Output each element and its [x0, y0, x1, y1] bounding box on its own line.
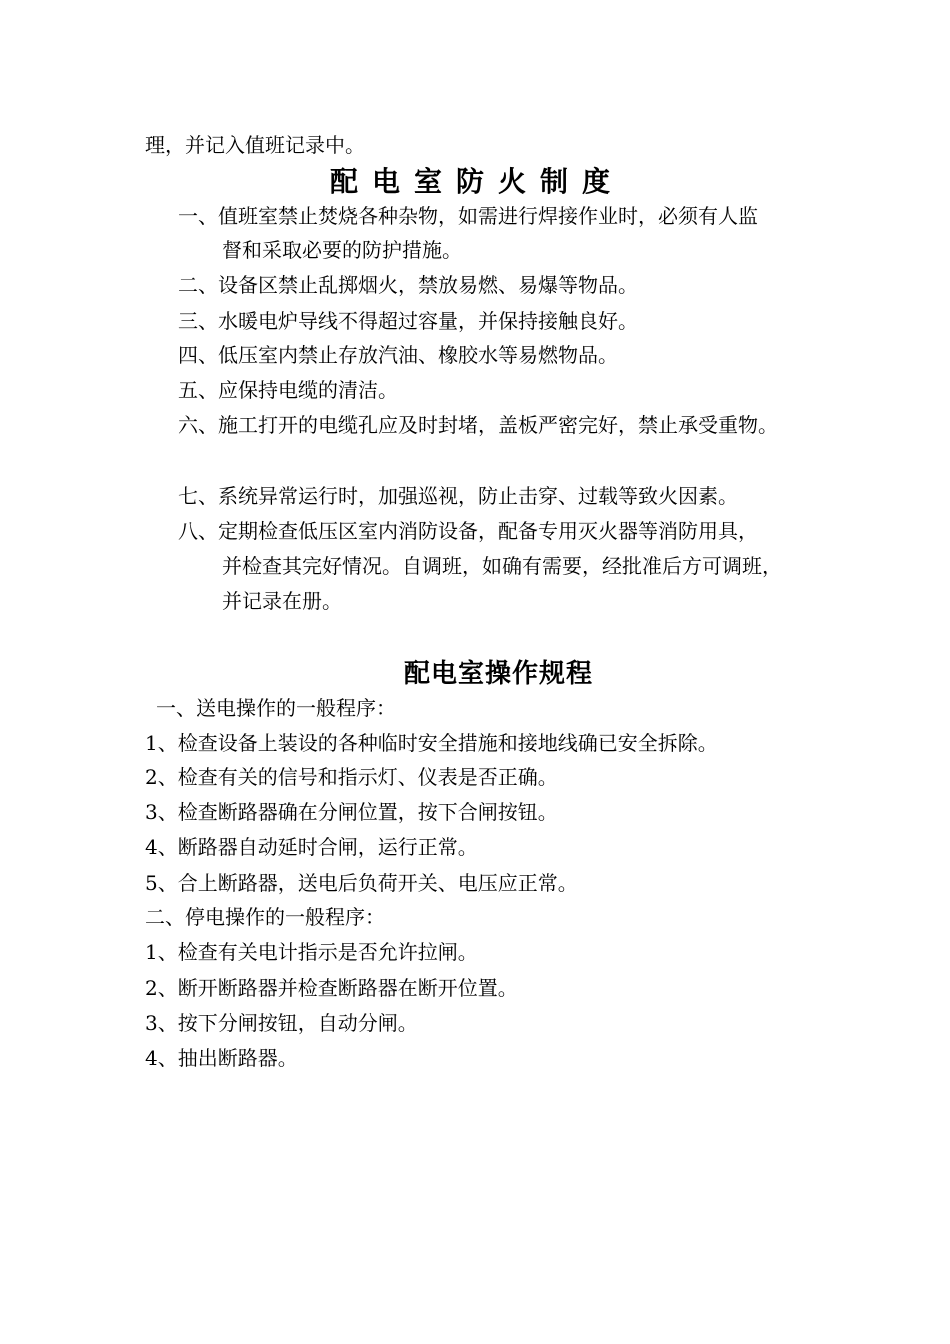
power-off-step-2: 2、断开断路器并检查断路器在断开位置。 — [145, 976, 518, 1000]
power-off-heading: 二、停电操作的一般程序： — [145, 905, 385, 929]
power-on-step-4: 4、断路器自动延时合闸，运行正常。 — [145, 835, 478, 859]
fire-rule-1-continuation: 督和采取必要的防护措施。 — [222, 238, 462, 262]
power-on-step-5: 5、合上断路器，送电后负荷开关、电压应正常。 — [145, 871, 578, 895]
fire-rule-1: 一、值班室禁止焚烧各种杂物，如需进行焊接作业时，必须有人监 — [178, 204, 758, 228]
power-on-heading: 一、送电操作的一般程序： — [156, 696, 396, 720]
fire-rule-8: 八、定期检查低压区室内消防设备，配备专用灭火器等消防用具， — [178, 519, 758, 543]
fire-rule-8-continuation: 并检查其完好情况。自调班，如确有需要，经批准后方可调班， — [222, 554, 782, 578]
fire-rule-5: 五、应保持电缆的清洁。 — [178, 378, 398, 402]
power-off-step-3: 3、按下分闸按钮，自动分闸。 — [145, 1011, 418, 1035]
carryover-line: 理，并记入值班记录中。 — [145, 133, 365, 157]
fire-rule-6: 六、施工打开的电缆孔应及时封堵，盖板严密完好，禁止承受重物。 — [178, 413, 778, 437]
fire-rule-7: 七、系统异常运行时，加强巡视，防止击穿、过载等致火因素。 — [178, 484, 738, 508]
operation-rules-title: 配电室操作规程 — [404, 659, 594, 689]
power-off-step-4: 4、抽出断路器。 — [145, 1046, 298, 1070]
power-on-step-1: 1、检查设备上装设的各种临时安全措施和接地线确已安全拆除。 — [145, 731, 718, 755]
power-on-step-3: 3、检查断路器确在分闸位置，按下合闸按钮。 — [145, 800, 558, 824]
power-off-step-1: 1、检查有关电计指示是否允许拉闸。 — [145, 940, 478, 964]
fire-rule-8-continuation: 并记录在册。 — [222, 589, 342, 613]
fire-rule-4: 四、低压室内禁止存放汽油、橡胶水等易燃物品。 — [178, 343, 618, 367]
fire-rules-title: 配电室防火制度 — [330, 165, 625, 198]
fire-rule-2: 二、设备区禁止乱掷烟火，禁放易燃、易爆等物品。 — [178, 273, 638, 297]
fire-rule-3: 三、水暖电炉导线不得超过容量，并保持接触良好。 — [178, 309, 638, 333]
power-on-step-2: 2、检查有关的信号和指示灯、仪表是否正确。 — [145, 765, 558, 789]
